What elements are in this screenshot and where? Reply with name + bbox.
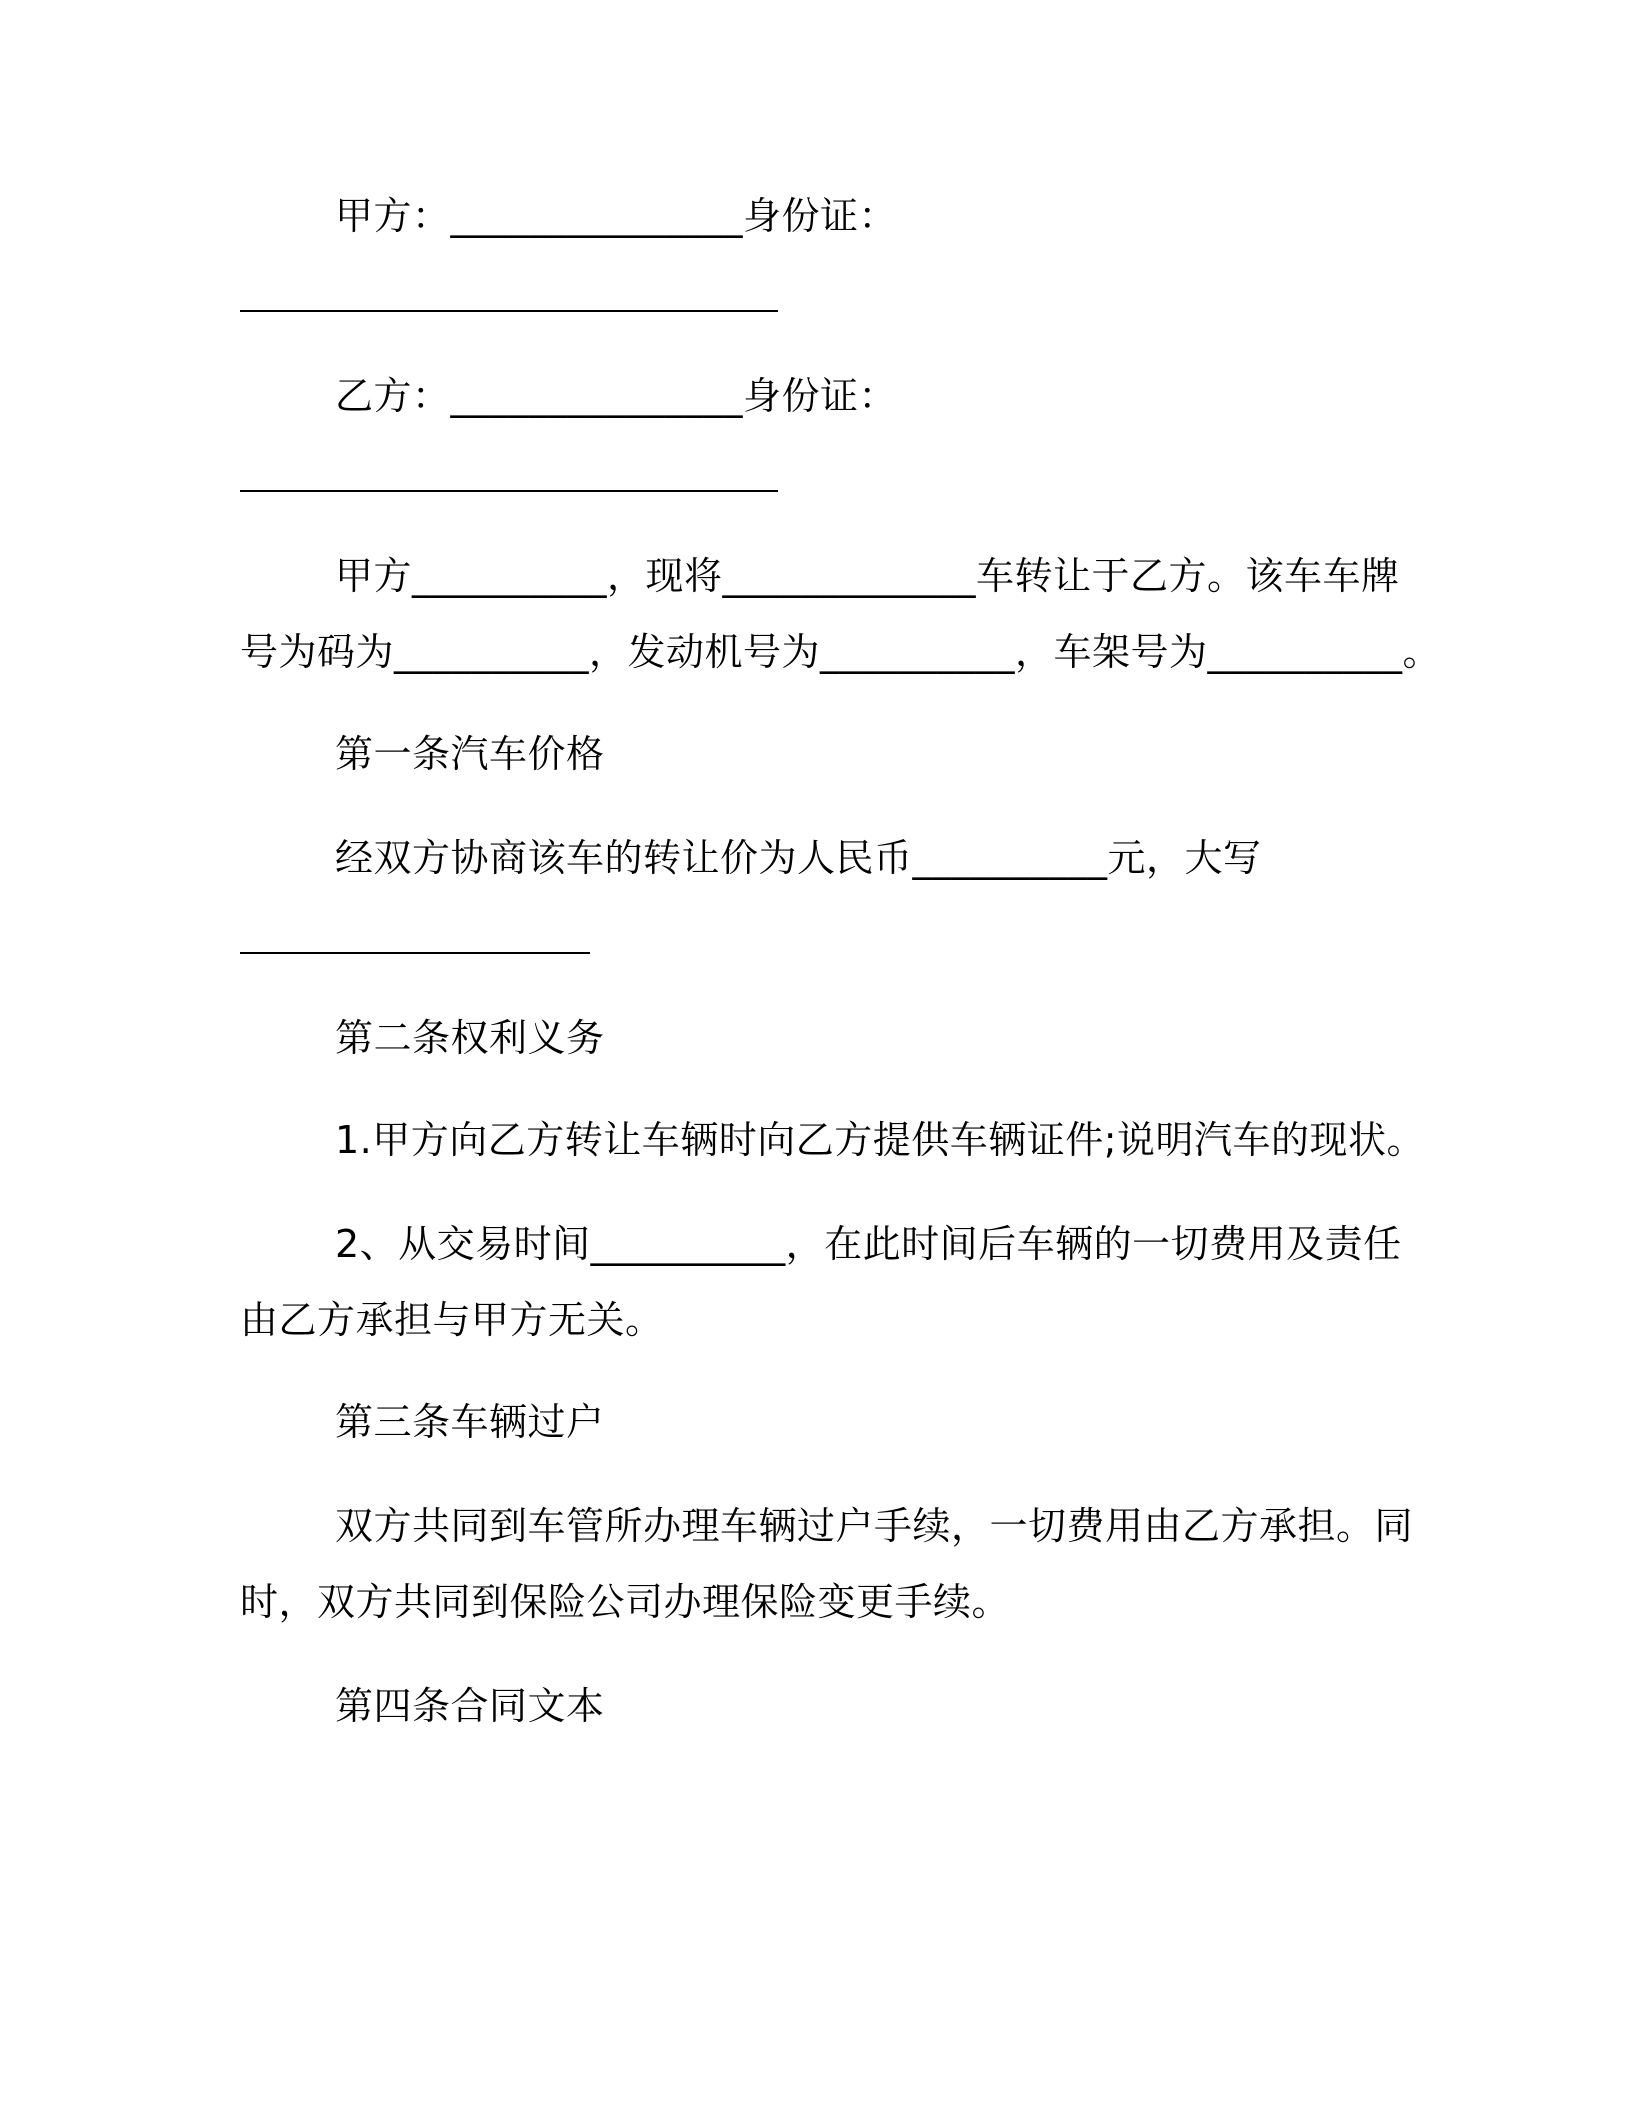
article4-title: 第四条合同文本 [335, 1684, 605, 1728]
party-a-id-blank-rule [240, 310, 778, 312]
transfer-line-1: 甲方__________，现将_____________车转让于乙方。该车车牌 [335, 554, 1400, 598]
transfer-line-2: 号为码为__________，发动机号为__________，车架号为__________。 [240, 630, 1442, 674]
article3-line2: 时，双方共同到保险公司办理保险变更手续。 [240, 1580, 1011, 1624]
article2-title: 第二条权利义务 [335, 1016, 605, 1060]
party-b-line: 乙方：_______________身份证： [335, 374, 898, 418]
article2-item2-line1: 2、从交易时间__________，在此时间后车辆的一切费用及责任 [335, 1222, 1402, 1266]
article1-title: 第一条汽车价格 [335, 732, 605, 776]
article3-line1: 双方共同到车管所办理车辆过户手续，一切费用由乙方承担。同 [335, 1504, 1414, 1548]
article2-item1: 1.甲方向乙方转让车辆时向乙方提供车辆证件;说明汽车的现状。 [335, 1118, 1426, 1162]
article1-amount-blank-rule [240, 952, 590, 954]
article3-title: 第三条车辆过户 [335, 1400, 605, 1444]
party-a-line: 甲方：_______________身份证： [335, 194, 898, 238]
article1-text: 经双方协商该车的转让价为人民币__________元，大写 [335, 836, 1262, 880]
article2-item2-line2: 由乙方承担与甲方无关。 [240, 1298, 664, 1342]
party-b-id-blank-rule [240, 490, 778, 492]
